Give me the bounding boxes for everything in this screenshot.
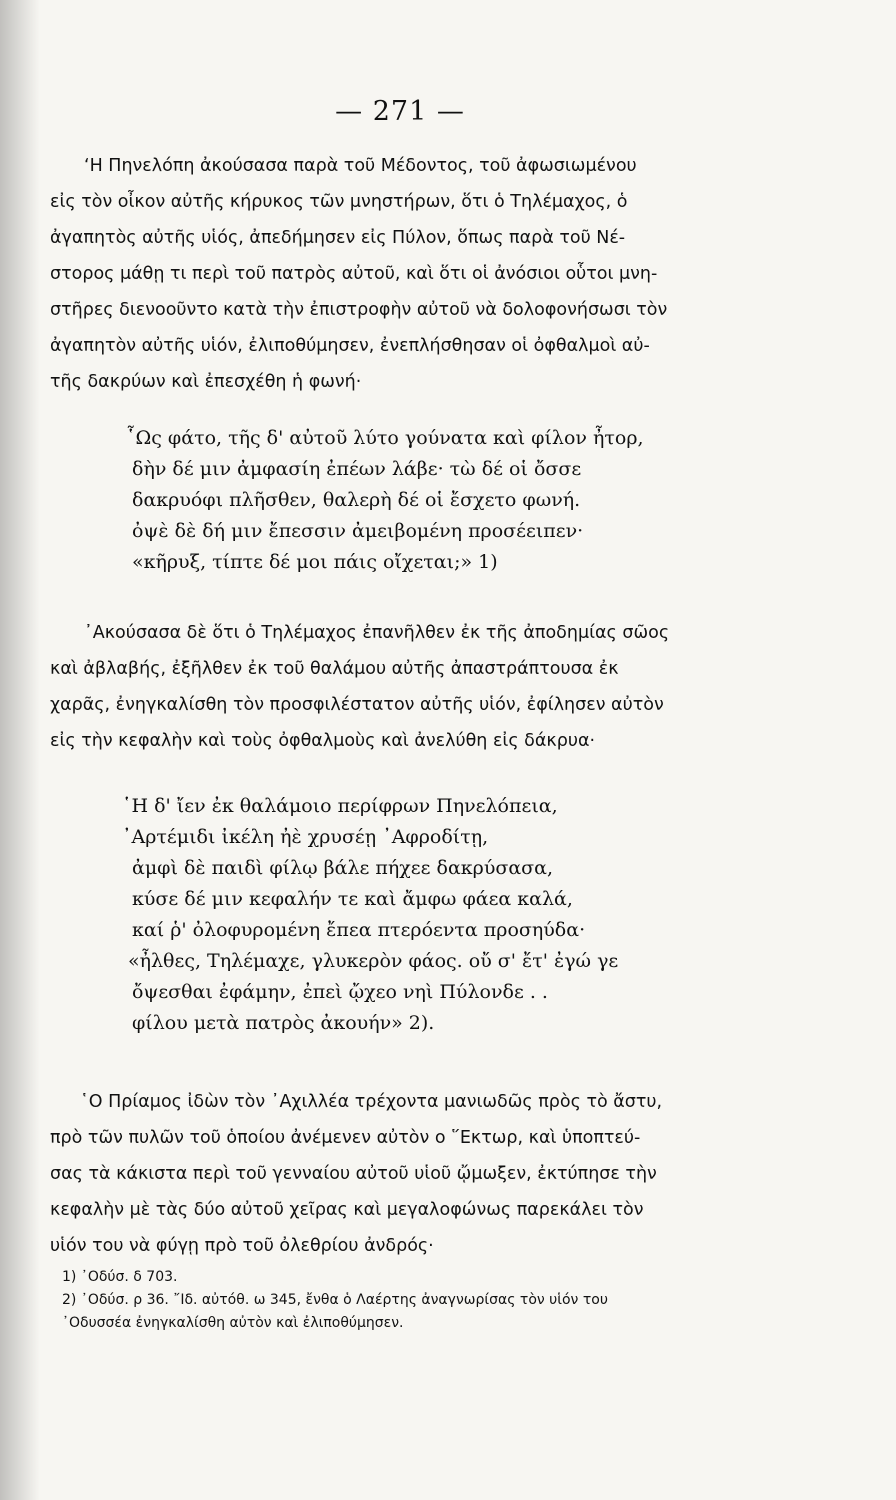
text-line: τῆς δακρύων καὶ ἐπεσχέθη ἡ φωνή·	[50, 372, 362, 392]
verse-quote-odyssey-17	[122, 791, 618, 1039]
footnote: 2) ᾿Οδύσ. ρ 36. ῎Ιδ. αὐτόθ. ω 345, ἔνθα ὁ Λαέρτης ἀναγνωρίσας τὸν υἱόν του	[62, 1292, 608, 1308]
text-line: υἱόν του νὰ φύγῃ πρὸ τοῦ ὀλεθρίου ἀνδρός·	[50, 1236, 434, 1256]
text-line: εἰς τὸν οἶκον αὐτῆς κήρυκος τῶν μνηστήρων, ὅτι ὁ Τηλέμαχος, ὁ	[50, 192, 628, 212]
paragraph-telemachus-return	[50, 615, 758, 759]
verse-line: ἀμφὶ δὲ παιδὶ φίλῳ βάλε πήχεε δακρύσασα,	[132, 857, 554, 879]
verse-line: «κῆρυξ, τίπτε δέ μοι πάις οἴχεται;» 1)	[132, 551, 498, 573]
text-line: στῆρες διενοοῦντο κατὰ τὴν ἐπιστροφὴν αὐτοῦ νὰ δολοφονήσωσι τὸν	[50, 300, 668, 320]
verse-line: ῾Η δ' ἴεν ἐκ θαλάμοιο περίφρων Πηνελόπεια,	[122, 795, 558, 817]
verse-line: δὴν δέ μιν ἀμφασίη ἐπέων λάβε· τὼ δέ οἱ ὄσσε	[132, 458, 582, 480]
paragraph-priam-plea	[50, 1084, 758, 1264]
footnote: 1) ᾿Οδύσ. δ 703.	[62, 1269, 178, 1285]
text-line: στορος μάθῃ τι περὶ τοῦ πατρὸς αὐτοῦ, καὶ ὅτι οἱ ἀνόσιοι οὗτοι μνη-	[50, 264, 658, 284]
text-line: ἀγαπητὸν αὐτῆς υἱόν, ἐλιποθύμησεν, ἐνεπλήσθησαν οἱ ὀφθαλμοὶ αὐ-	[50, 336, 650, 356]
text-line: χαρᾶς, ἐνηγκαλίσθη τὸν προσφιλέστατον αὐτῆς υἱόν, ἐφίλησεν αὐτὸν	[50, 695, 664, 715]
text-line: ‘Η Πηνελόπη ἀκούσασα παρὰ τοῦ Μέδοντος, τοῦ ἀφωσιωμένου	[84, 156, 637, 176]
paragraph-penelope-news	[50, 148, 758, 400]
footnotes	[62, 1266, 782, 1335]
verse-line: ὀψὲ δὲ δή μιν ἔπεσσιν ἀμειβομένη προσέειπεν·	[132, 520, 584, 542]
text-line: ἀγαπητὸς αὐτῆς υἱός, ἀπεδήμησεν εἰς Πύλον, ὅπως παρὰ τοῦ Νέ-	[50, 228, 626, 248]
text-line: καὶ ἀβλαβής, ἐξῆλθεν ἐκ τοῦ θαλάμου αὐτῆς ἀπαστράπτουσα ἐκ	[50, 659, 619, 679]
page-number: — 271 —	[335, 96, 465, 127]
text-line: κεφαλὴν μὲ τὰς δύο αὐτοῦ χεῖρας καὶ μεγαλοφώνως παρεκάλει τὸν	[50, 1200, 644, 1220]
text-line: σας τὰ κάκιστα περὶ τοῦ γενναίου αὐτοῦ υἱοῦ ᾤμωξεν, ἐκτύπησε τὴν	[50, 1164, 657, 1184]
text-line: ῾Ο Πρίαμος ἰδὼν τὸν ᾿Αχιλλέα τρέχοντα μανιωδῶς πρὸς τὸ ἄστυ,	[80, 1092, 663, 1112]
footnote: ᾿Οδυσσέα ἐνηγκαλίσθη αὐτὸν καὶ ἐλιποθύμησεν.	[62, 1315, 404, 1331]
text-line: ᾿Ακούσασα δὲ ὅτι ὁ Τηλέμαχος ἐπανῆλθεν ἐκ τῆς ἀποδημίας σῶος	[84, 623, 670, 643]
verse-line: «ἦλθες, Τηλέμαχε, γλυκερὸν φάος. οὔ σ' ἔτ' ἐγώ γε	[128, 950, 619, 972]
verse-quote-odyssey-4	[126, 423, 644, 578]
text-line: εἰς τὴν κεφαλὴν καὶ τοὺς ὀφθαλμοὺς καὶ ἀνελύθη εἰς δάκρυα·	[50, 731, 596, 751]
verse-line: ῟Ως φάτο, τῆς δ' αὐτοῦ λύτο γούνατα καὶ φίλον ἦτορ,	[126, 427, 644, 449]
verse-line: ᾿Αρτέμιδι ἰκέλη ἠὲ χρυσέῃ ᾿Αφροδίτῃ,	[122, 826, 489, 848]
page-binding-shadow	[0, 0, 40, 1500]
verse-line: κύσε δέ μιν κεφαλήν τε καὶ ἄμφω φάεα καλά,	[132, 888, 573, 910]
verse-line: φίλου μετὰ πατρὸς ἀκουήν» 2).	[132, 1012, 435, 1034]
text-line: πρὸ τῶν πυλῶν τοῦ ὁποίου ἀνέμενεν αὐτὸν ο ῞Εκτωρ, καὶ ὑποπτεύ-	[50, 1128, 641, 1148]
verse-line: ὄψεσθαι ἐφάμην, ἐπεὶ ᾤχεο νηὶ Πύλονδε . .	[132, 981, 548, 1003]
verse-line: καί ῥ' ὀλοφυρομένη ἔπεα πτερόεντα προσηύδα·	[132, 919, 586, 941]
verse-line: δακρυόφι πλῆσθεν, θαλερὴ δέ οἱ ἔσχετο φωνή.	[132, 489, 581, 511]
